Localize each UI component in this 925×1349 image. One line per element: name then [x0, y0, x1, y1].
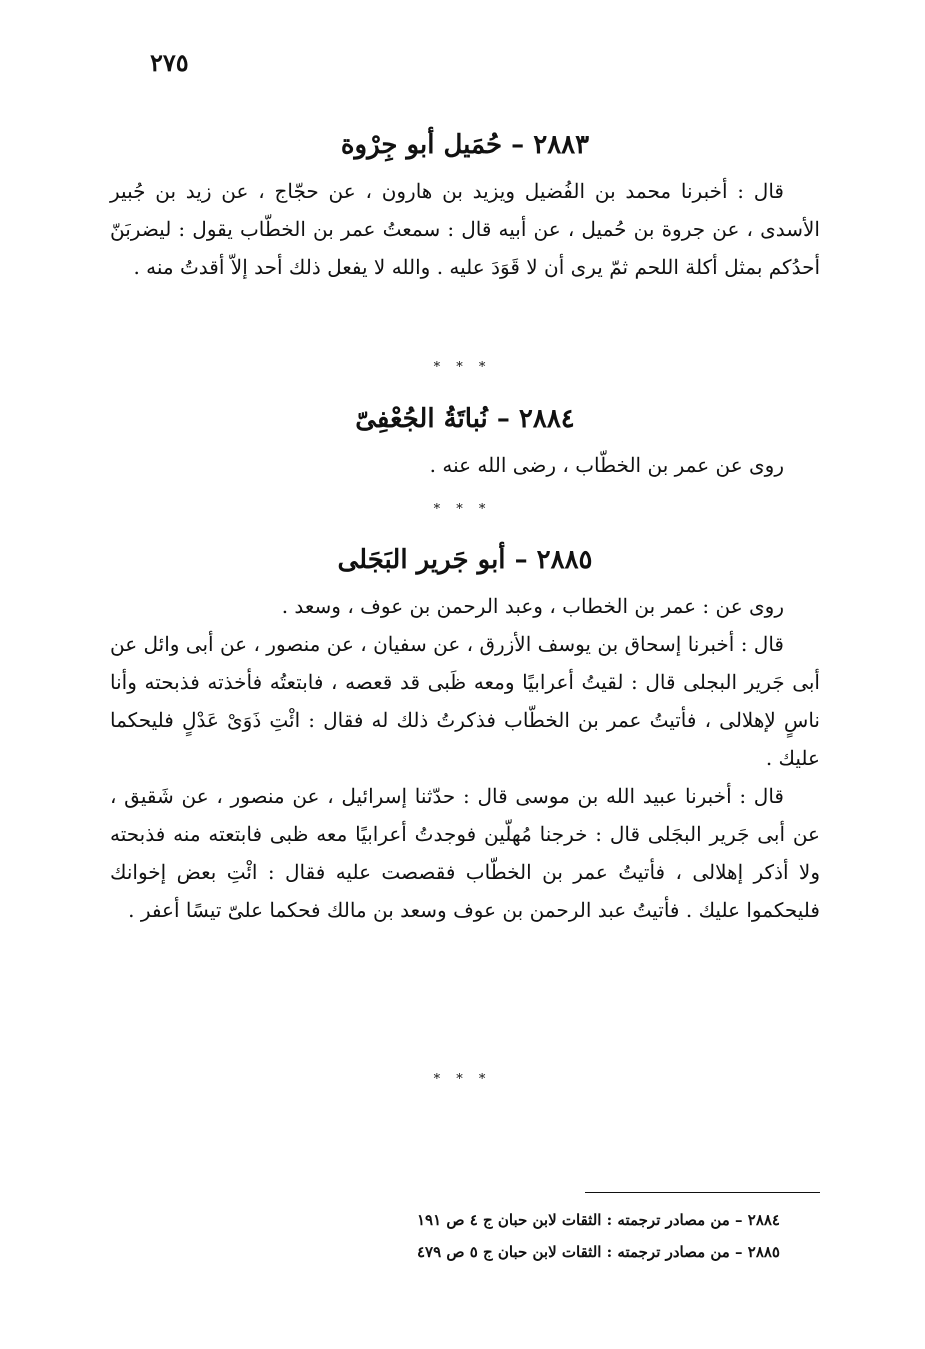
section-separator: * * * [433, 502, 492, 517]
entry-paragraph: روى عن : عمر بن الخطاب ، وعبد الرحمن بن عوف ، وسعد . [281, 594, 784, 618]
entry-paragraph: روى عن عمر بن الخطّاب ، رضى الله عنه . [429, 453, 784, 477]
entry-paragraph: قال : أخبرنا إسحاق بن يوسف الأزرق ، عن سفيان ، عن منصور ، عن أبى وائل عن أبى جَرير البجلى قال : لقيتُ أعرابيًا ومعه ظَبى قد قعصه ، فابتعتُه فأخذته فذبحته وأنا ناسٍ لإهلالى ، فأتيتُ عمر بن الخطّاب فذكرتُ ذلك له فقال : ائْتِ ذَوَىْ عَدْلٍ فليحكما عليك . [110, 632, 820, 770]
footnote-divider [585, 1192, 820, 1193]
page-number: ٢٧٥ [150, 48, 189, 77]
entry-heading: ٢٨٨٥ – أبو جَرير البَجَلى [337, 545, 593, 575]
entry-paragraph: قال : أخبرنا محمد بن الفُضيل ويزيد بن هارون ، عن حجّاج ، عن زيد بن جُبير الأسدى ، عن جروة بن حُميل ، عن أبيه قال : سمعتُ عمر بن الخطّاب يقول : ليضربَنّ أحدُكم بمثل أكلة اللحم ثمّ يرى أن لا قَوَدَ عليه . والله لا يفعل ذلك أحد إلاّ أقدتُ منه . [110, 179, 820, 279]
section-separator: * * * [433, 1072, 492, 1087]
section-separator: * * * [433, 360, 492, 375]
entry-2883 [110, 128, 820, 286]
footnote: ٢٨٨٥ – من مصادر ترجمته : الثقات لابن حبان ج ٥ ص ٤٧٩ [416, 1243, 780, 1261]
entry-heading: ٢٨٨٤ – نُباتَةُ الجُعْفِىّ [355, 404, 575, 434]
entry-2885 [110, 543, 820, 929]
entry-paragraph: قال : أخبرنا عبيد الله بن موسى قال : حدّثنا إسرائيل ، عن منصور ، عن شَقيق ، عن أبى جَرير البجَلى قال : خرجنا مُهلّين فوجدتُ أعرابيًا معه ظبى فابتعته منه فذبحته ولا أذكر إهلالى ، فأتيتُ عمر بن الخطّاب فقصصت عليه فقال : ائْتِ بعض إخوانك فليحكموا عليك . فأتيتُ عبد الرحمن بن عوف وسعد بن مالك فحكما علىّ تيسًا أعفر . [110, 784, 821, 922]
footnote: ٢٨٨٤ – من مصادر ترجمته : الثقات لابن حبان ج ٤ ص ١٩١ [416, 1211, 780, 1229]
entry-2884 [110, 402, 820, 484]
entry-heading: ٢٨٨٣ – حُمَيل أبو جِرْوة [340, 130, 590, 160]
